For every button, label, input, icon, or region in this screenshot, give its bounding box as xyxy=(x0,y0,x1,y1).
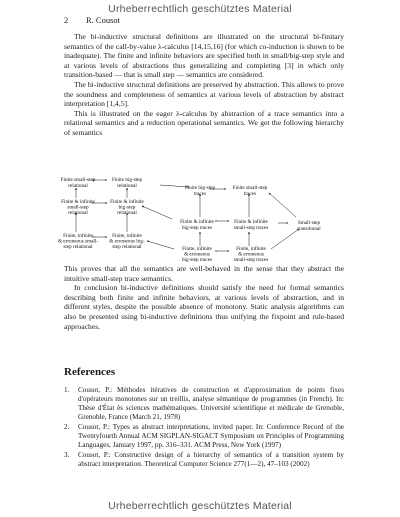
edge xyxy=(147,241,174,249)
reference-number: 1. xyxy=(64,386,70,394)
paragraph: The bi-inductive structural definitions are preserved by abstraction. This allows to prove the soundness and completeness of semantics at various levels of abstraction by abstract interpretation [1,4,5]. xyxy=(64,79,344,109)
paragraph: This is illustrated on the eager λ-calculus by abstraction of a trace semantics into a relational semantics and a reduction operational semantics. We get the following hierarchy of semantics xyxy=(64,108,344,137)
node-finite-infinite-erroneous-small-step-traces: Finite, infinite & erroneous small-step traces xyxy=(233,246,269,263)
reference-number: 2. xyxy=(64,423,70,431)
intro-text xyxy=(64,32,344,138)
page-number: 2 xyxy=(64,15,69,25)
conclusion-text xyxy=(64,264,344,331)
paragraph: The bi-inductive structural definitions are illustrated on the structural bi-finitary semantics of the call-by-value λ-calculus [14,15,16] (for which co-induction is shown to be inadequate). The finite and infinite behaviors are specified both in small/big-step style and at various levels of abstractions thus generalizing and completing [3] in which only transition-based — that is small step — semantics are considered. xyxy=(64,32,344,80)
diagram-nodes xyxy=(58,177,321,263)
node-finite-small-step-relational: Finite small-step relational xyxy=(60,177,96,189)
node-finite-infinite-erroneous-big-step-traces: Finite, infinite & erroneous big-step traces xyxy=(181,246,213,263)
reference-text: Cousot, P.: Constructive design of a hierarchy of semantics of a transition system by abstract interpretation. Theoretical Computer Science 277(1—2), 47–103 (2002) xyxy=(78,451,344,468)
reference-item xyxy=(64,451,344,469)
watermark-bottom: Urheberrechtlich geschütztes Material xyxy=(108,500,292,512)
node-finite-infinite-big-step-relational: Finite & infinite big-step relational xyxy=(110,199,144,216)
reference-item xyxy=(64,423,344,450)
semantics-hierarchy-diagram xyxy=(57,177,344,263)
reference-text: Cousot, P.: Méthodes itératives de construction et d'approximation de points fixes d'opérateurs monotones sur un treillis, analyse sémantique de programmes (in French). In: Thèse d'État ès sciences mathématiques. Université scientifique et médicale de Grenoble, Grenoble, France (March 21, 1978) xyxy=(78,386,344,421)
node-finite-small-step-traces: Finite small-step traces xyxy=(232,185,268,197)
node-finite-big-step-relational: Finite big-step relational xyxy=(111,177,143,189)
running-head xyxy=(64,15,120,25)
watermark-top: Urheberrechtlich geschütztes Material xyxy=(108,3,292,15)
reference-item xyxy=(64,386,344,422)
reference-number: 3. xyxy=(64,451,70,459)
paragraph: In conclusion bi-inductive definitions should satisfy the need for formal semantics describing both finite and infinite behaviors, at various levels of abstraction, and in different styles, despite the possible absence of monotony. Static analysis algorithms can also be presented using bi-inductive definitions thus unifying the fixpoint and rule-based approaches. xyxy=(64,283,344,331)
node-finite-infinite-erroneous-small-step-relational: Finite, infinite & erroneous small-step relational xyxy=(57,233,99,250)
references-list xyxy=(64,386,344,470)
edge xyxy=(269,193,296,217)
node-small-step-transitional: Small-step transitional xyxy=(297,220,321,232)
node-finite-big-step-traces: Finite big-step traces xyxy=(184,185,216,197)
reference-text: Cousot, P.: Types as abstract interpretations, invited paper. In: Conference Record of the Twentyfourth Annual ACM SIGPLAN-SIGACT Symposium on Principles of Programming Languages, January 1997, pp. 316–331. ACM Press, New York (1997) xyxy=(78,423,344,449)
paragraph: This proves that all the semantics are well-behaved in the sense that they abstract the intuitive small-step trace semantics. xyxy=(64,264,344,283)
node-finite-infinite-big-step-traces: Finite & infinite big-step traces xyxy=(180,219,214,231)
edge xyxy=(142,206,172,219)
edge xyxy=(271,229,299,249)
node-finite-infinite-small-step-traces: Finite & infinite small-step traces xyxy=(233,219,269,231)
running-head-author: R. Cousot xyxy=(86,15,121,25)
node-finite-infinite-small-step-relational: Finite & infinite small-step relational xyxy=(61,199,95,216)
node-finite-infinite-erroneous-big-step-relational: Finite, infinite & erroneous big-step relational xyxy=(109,233,145,250)
references-heading: References xyxy=(64,366,116,378)
